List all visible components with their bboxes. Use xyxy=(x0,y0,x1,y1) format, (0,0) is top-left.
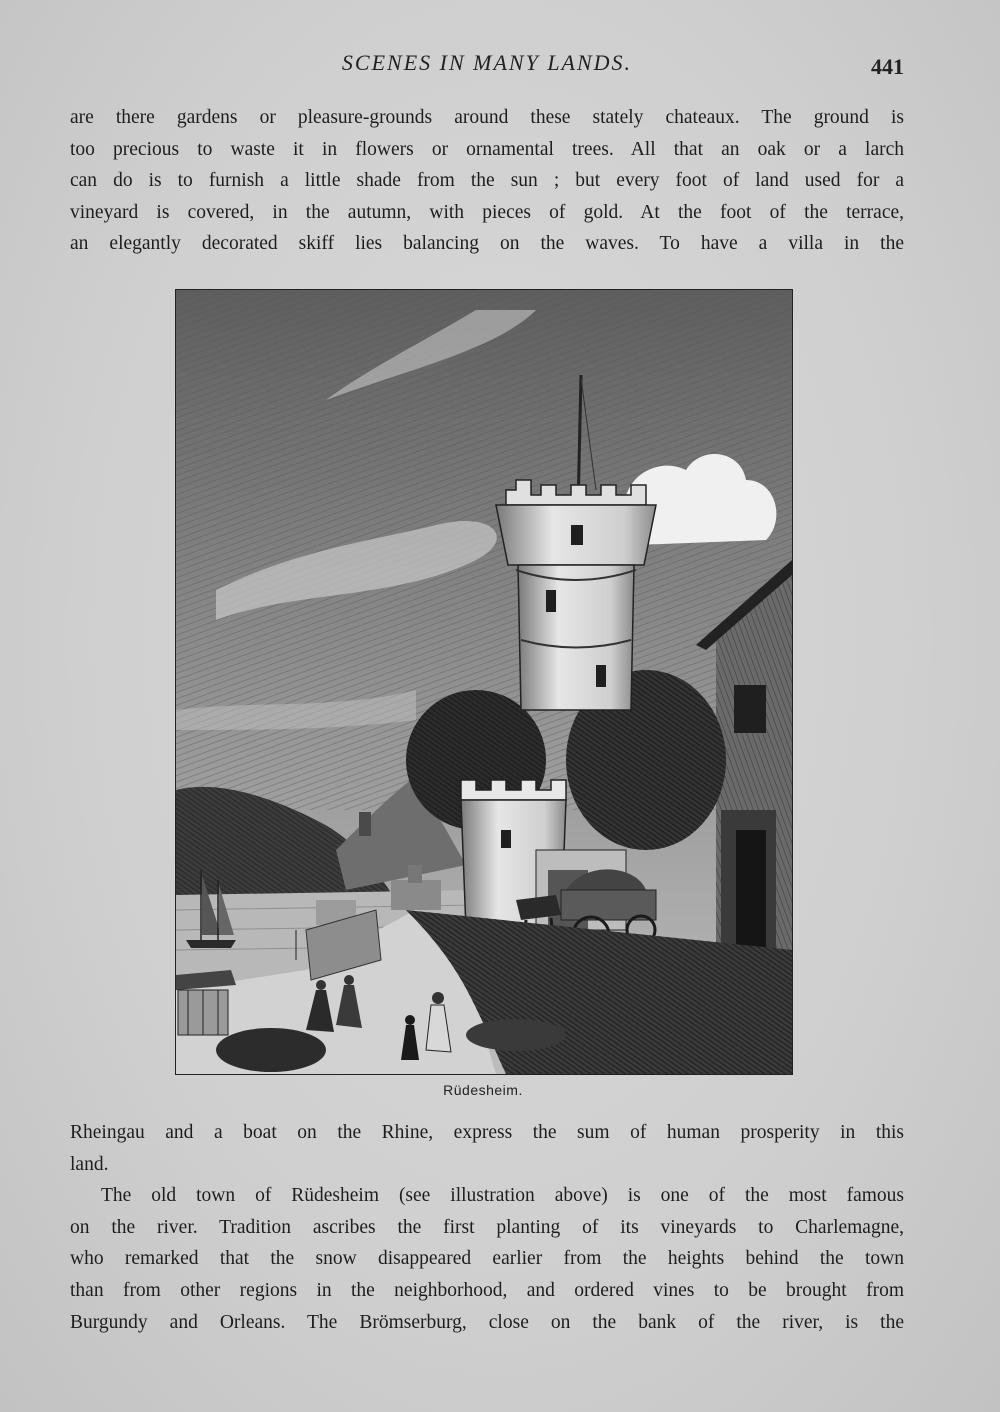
text-line: The old town of Rüdesheim (see illustration above) is one of the most famous xyxy=(101,1185,904,1207)
text-line: on the river. Tradition ascribes the first planting of its vineyards to Charlemagne, xyxy=(70,1216,904,1238)
text-line: Rheingau and a boat on the Rhine, express the sum of human prosperity in this xyxy=(70,1122,904,1143)
bottom-paragraphs xyxy=(70,1117,904,1338)
figure-caption: Rüdesheim. xyxy=(443,1082,523,1098)
engraving-image xyxy=(176,290,792,1074)
page-number: 441 xyxy=(871,54,904,79)
running-title: SCENES IN MANY LANDS. xyxy=(341,50,633,75)
top-paragraph xyxy=(70,102,904,260)
text-line: than from other regions in the neighborhood, and ordered vines to be brought from xyxy=(70,1279,904,1301)
text-line: an elegantly decorated skiff lies balancing on the waves. To have a villa in the xyxy=(70,233,904,255)
text-line: land. xyxy=(70,1153,109,1175)
engraving-illustration xyxy=(175,289,793,1075)
text-line: who remarked that the snow disappeared earlier from the heights behind the town xyxy=(70,1248,904,1270)
text-line: are there gardens or pleasure-grounds around these stately chateaux. The ground is xyxy=(70,107,904,128)
text-line: Burgundy and Orleans. The Brömserburg, close on the bank of the river, is the xyxy=(70,1311,904,1333)
text-line: vineyard is covered, in the autumn, with pieces of gold. At the foot of the terrace, xyxy=(70,201,904,223)
text-line: can do is to furnish a little shade from the sun ; but every foot of land used for a xyxy=(70,170,904,192)
text-line: too precious to waste it in flowers or ornamental trees. All that an oak or a larch xyxy=(70,138,904,160)
running-head xyxy=(70,50,904,86)
